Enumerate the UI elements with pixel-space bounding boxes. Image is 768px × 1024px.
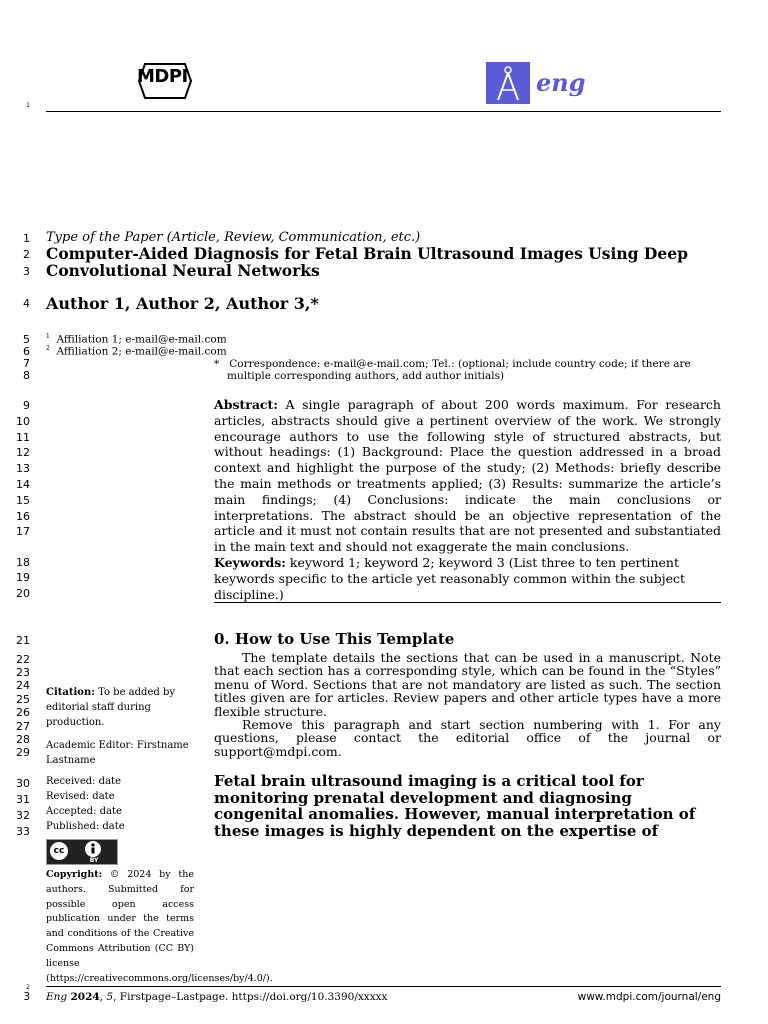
line-number: 15 [16, 494, 30, 507]
revised-date: Revised: date [46, 791, 115, 802]
copyright-label: Copyright: [46, 869, 103, 880]
line-number: 14 [16, 478, 30, 491]
line-number: 4 [23, 297, 30, 310]
line-number: 1 [23, 232, 30, 245]
page-number: 3 [23, 991, 30, 1003]
line-number: 18 [16, 556, 30, 569]
affiliation-mark: 1 [46, 333, 50, 340]
body-paragraph: Remove this paragraph and start section numbering with 1. For any questions, please contact the editorial office of the journal or support@mdpi.com. [214, 717, 721, 759]
affiliation-text: Affiliation 2; e-mail@e-mail.com [56, 345, 227, 358]
publisher-logo-text: MDPI [137, 66, 188, 87]
line-number: 33 [16, 825, 30, 838]
published-date: Published: date [46, 821, 125, 832]
correspondence [214, 358, 714, 382]
header-line-number: 1 [26, 102, 30, 109]
keywords [214, 555, 721, 602]
paper-type: Type of the Paper (Article, Review, Communication, etc.) [46, 230, 421, 245]
line-number: 30 [16, 777, 30, 790]
line-number: 28 [16, 733, 30, 746]
line-number: 27 [16, 720, 30, 733]
journal-logo-text: eng [536, 68, 586, 97]
line-number: 9 [23, 399, 30, 412]
accepted-date: Accepted: date [46, 806, 122, 817]
title-line: Convolutional Neural Networks [46, 261, 320, 280]
correspondence-line: multiple corresponding authors, add author initials) [227, 370, 505, 382]
keywords-text: keyword 1; keyword 2; keyword 3 (List three to ten pertinent keywords specific to the article yet reasonably common within the subject discipline.) [214, 555, 686, 602]
affiliation [46, 333, 227, 346]
line-number: 5 [23, 333, 30, 346]
line-number: 13 [16, 462, 30, 475]
affiliation-text: Affiliation 1; e-mail@e-mail.com [56, 333, 227, 346]
header-rule [46, 111, 721, 112]
line-number: 26 [16, 706, 30, 719]
attribution-icon [85, 841, 101, 857]
line-number: 17 [16, 525, 30, 538]
citation [46, 686, 194, 730]
citation-label: Citation: [46, 687, 95, 698]
footer-journal: Eng [46, 991, 68, 1003]
keywords-label: Keywords: [214, 555, 286, 570]
body-paragraph: The template details the sections that can be used in a manuscript. Note that each section has a corresponding style, which can be found in the “Styles” menu of Word. Sections that are not mandatory are listed as such. The section titles given are for articles. Review papers and other article types have a more flexible structure. [214, 650, 721, 719]
paper-title [46, 245, 726, 279]
line-number: 31 [16, 793, 30, 806]
line-number: 21 [16, 634, 30, 647]
received-date: Received: date [46, 776, 121, 787]
cc-icon: cc [50, 842, 68, 860]
line-number: 16 [16, 510, 30, 523]
bold-paragraph: Fetal brain ultrasound imaging is a critical tool for monitoring prenatal development and diagnosing congenital anomalies. However, manual interpretation of these images is highly dependent on the expertise of [214, 772, 696, 840]
correspondence-mark: * [214, 358, 220, 370]
line-number: 25 [16, 693, 30, 706]
cc-by-label: BY [89, 857, 99, 864]
keywords-rule [214, 602, 721, 603]
journal-logo [486, 62, 530, 104]
citation-text: To be added by editorial staff during production. [46, 687, 175, 728]
line-number: 20 [16, 587, 30, 600]
authors: Author 1, Author 2, Author 3,* [46, 294, 319, 313]
academic-editor: Academic Editor: Firstname Lastname [46, 740, 189, 766]
footer-citation: Eng 2024, 5, Firstpage–Lastpage. https://doi.org/10.3390/xxxxx [46, 991, 388, 1003]
correspondence-line: Correspondence: e-mail@e-mail.com; Tel.: (optional; include country code; if there are [229, 358, 691, 370]
line-number: 32 [16, 809, 30, 822]
footer-pages[interactable]: , Firstpage–Lastpage. https://doi.org/10.3390/xxxxx [113, 991, 388, 1003]
cc-by-badge[interactable] [46, 839, 118, 865]
abstract-label: Abstract: [214, 397, 278, 412]
line-number: 22 [16, 653, 30, 666]
journal-url[interactable]: www.mdpi.com/journal/eng [577, 991, 721, 1003]
line-number: 24 [16, 679, 30, 692]
line-number: 3 [23, 265, 30, 278]
footer-volume: 5 [106, 991, 114, 1003]
line-number: 19 [16, 571, 30, 584]
compass-icon [486, 62, 530, 104]
title-line: Computer-Aided Diagnosis for Fetal Brain Ultrasound Images Using Deep [46, 244, 688, 263]
line-number: 2 [23, 248, 30, 261]
copyright-text: © 2024 by the authors. Submitted for possible open access publication under the terms and conditions of the Creative Commons Attribution (CC BY) license (https://creativecommons.org/licenses/by/4.0/). [46, 869, 273, 984]
footer-year: 2024 [70, 991, 100, 1003]
line-number: 29 [16, 746, 30, 759]
line-number: 7 [23, 357, 30, 370]
affiliation [46, 345, 227, 358]
affiliation-mark: 2 [46, 345, 50, 352]
line-number: 23 [16, 666, 30, 679]
line-number: 11 [16, 431, 30, 444]
section-heading: 0. How to Use This Template [214, 630, 455, 648]
footer-tiny-number: 2 [26, 984, 30, 991]
line-number: 8 [23, 369, 30, 382]
abstract [214, 397, 721, 555]
abstract-text: A single paragraph of about 200 words maximum. For research articles, abstracts should give a pertinent overview of the work. We strongly encourage authors to use the following style of structured abstracts, but without headings: (1) Background: Place the question addressed in a broad context and highlight the purpose of the study; (2) Methods: briefly describe the main methods or treatments applied; (3) Results: summarize the article’s main findings; (4) Conclusions: indicate the main conclusions or interpretations. The abstract should be an objective representation of the article and it must not contain results that are not presented and substantiated in the main text and should not exaggerate the main conclusions. [214, 397, 721, 555]
line-number: 6 [23, 345, 30, 358]
section-body [214, 651, 721, 758]
line-number: 10 [16, 415, 30, 428]
copyright [46, 868, 273, 986]
footer-rule [46, 986, 721, 987]
line-number: 12 [16, 446, 30, 459]
